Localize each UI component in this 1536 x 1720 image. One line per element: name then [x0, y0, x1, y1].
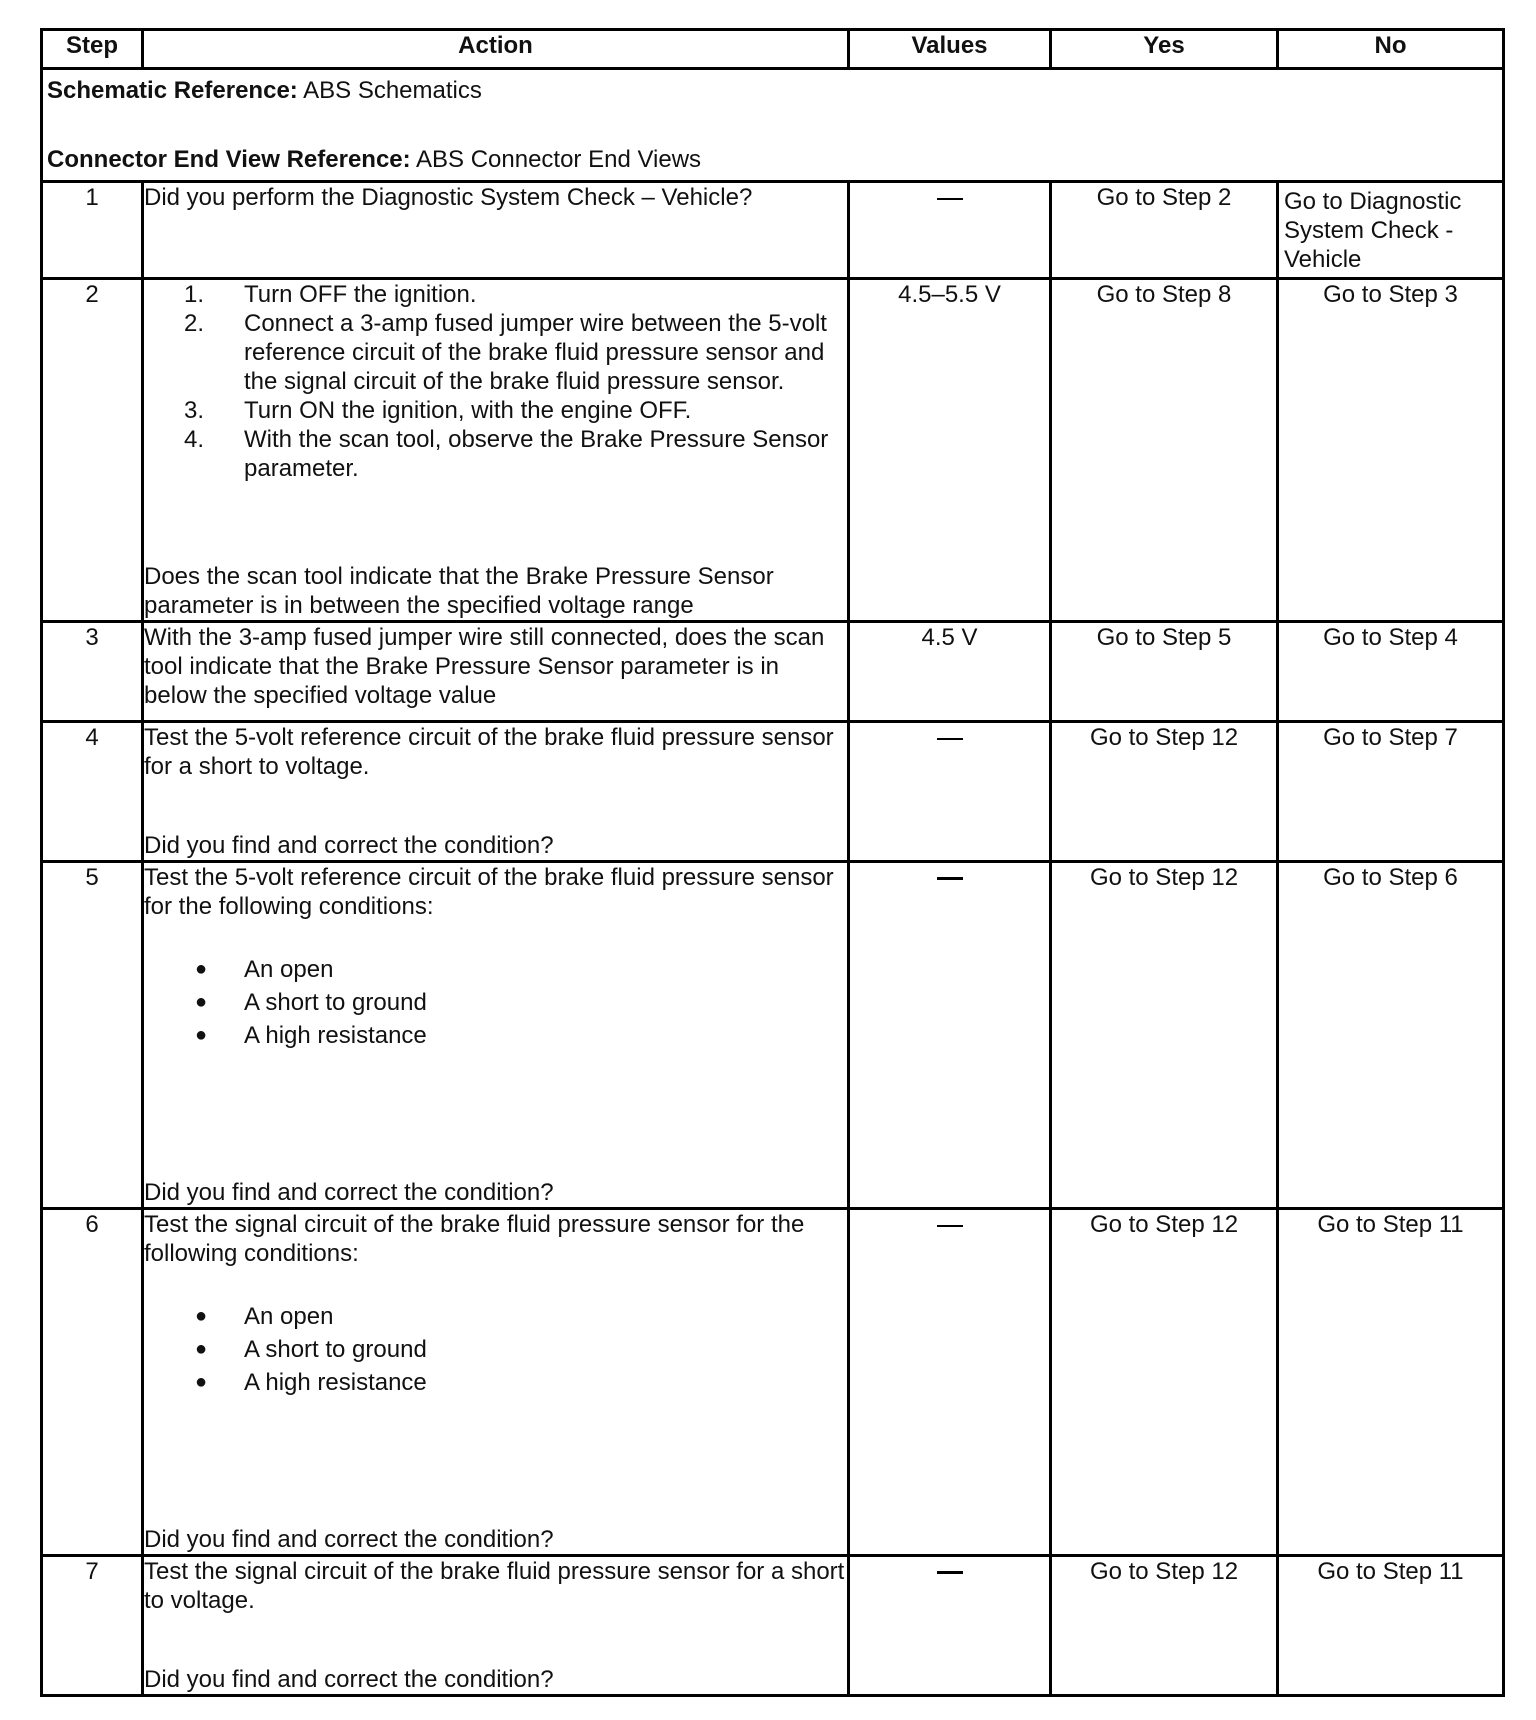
step-number: 2	[42, 279, 143, 622]
action-text: Test the signal circuit of the brake fluid pressure sensor for the following conditions:	[144, 1211, 805, 1267]
yes-cell: Go to Step 5	[1051, 622, 1278, 722]
yes-cell: Go to Step 12	[1051, 862, 1278, 1209]
header-row	[42, 30, 1504, 69]
step-number: 6	[42, 1209, 143, 1556]
header-yes: Yes	[1051, 30, 1278, 69]
reference-cell	[42, 69, 1504, 182]
table-row	[42, 722, 1504, 862]
values-cell	[849, 722, 1051, 862]
yes-cell: Go to Step 8	[1051, 279, 1278, 622]
no-cell: Go to Step 4	[1278, 622, 1504, 722]
substep-number: 4.	[183, 426, 204, 453]
values-cell	[849, 182, 1051, 279]
step-number: 3	[42, 622, 143, 722]
action-text: Test the 5-volt reference circuit of the brake fluid pressure sensor for a short to voltage.	[144, 724, 834, 780]
values-cell	[849, 1209, 1051, 1556]
list-item	[144, 1019, 847, 1052]
header-action: Action	[143, 30, 849, 69]
schematic-reference-value: ABS Schematics	[303, 77, 482, 104]
list-item	[144, 280, 847, 309]
bullet-text: A short to ground	[244, 1336, 427, 1363]
yes-cell: Go to Step 12	[1051, 1209, 1278, 1556]
bullet-text: A high resistance	[244, 1369, 427, 1396]
table-row	[42, 622, 1504, 722]
bullet-icon: ●	[195, 991, 208, 1013]
reference-row	[42, 69, 1504, 182]
substep-number: 3.	[183, 397, 204, 424]
values-cell: 4.5 V	[849, 622, 1051, 722]
no-cell: Go to Step 3	[1278, 279, 1504, 622]
table-row	[42, 862, 1504, 1209]
action-question: Did you find and correct the condition?	[144, 1666, 554, 1693]
substep-text: Connect a 3-amp fused jumper wire between the 5-volt reference circuit of the brake fluid pressure sensor and the signal circuit of the brake fluid pressure sensor.	[244, 310, 827, 395]
list-item	[144, 1366, 847, 1399]
action-text: Test the signal circuit of the brake fluid pressure sensor for a short to voltage.	[144, 1558, 845, 1614]
header-no: No	[1278, 30, 1504, 69]
bullet-text: A high resistance	[244, 1022, 427, 1049]
bullet-text: A short to ground	[244, 989, 427, 1016]
list-item	[144, 1300, 847, 1333]
action-text: With the 3-amp fused jumper wire still connected, does the scan tool indicate that the Brake Pressure Sensor parameter is in below the specified voltage value	[144, 624, 825, 709]
connector-reference-label: Connector End View Reference:	[47, 146, 411, 173]
action-cell	[143, 1556, 849, 1696]
substep-number: 2.	[183, 310, 204, 337]
substep-text: Turn OFF the ignition.	[244, 281, 477, 308]
no-cell: Go to Step 11	[1278, 1209, 1504, 1556]
substep-text: Turn ON the ignition, with the engine OFF.	[244, 397, 692, 424]
action-question: Did you find and correct the condition?	[144, 1526, 554, 1553]
bullet-icon: ●	[195, 1338, 208, 1360]
bullet-icon: ●	[195, 958, 208, 980]
em-dash	[937, 738, 963, 740]
action-cell	[143, 722, 849, 862]
substep-number: 1.	[183, 281, 204, 308]
step-number: 5	[42, 862, 143, 1209]
substep-list	[144, 280, 847, 483]
bullet-text: An open	[244, 956, 334, 983]
values-cell: 4.5–5.5 V	[849, 279, 1051, 622]
condition-list	[144, 953, 847, 1052]
header-values: Values	[849, 30, 1051, 69]
em-dash	[937, 1225, 963, 1227]
action-cell	[143, 862, 849, 1209]
bullet-icon: ●	[195, 1024, 208, 1046]
header-step: Step	[42, 30, 143, 69]
table-row	[42, 1556, 1504, 1696]
step-number: 7	[42, 1556, 143, 1696]
step-number: 1	[42, 182, 143, 279]
diagnostic-table	[40, 28, 1505, 1697]
no-cell: Go to Step 7	[1278, 722, 1504, 862]
step-number: 4	[42, 722, 143, 862]
bullet-icon: ●	[195, 1305, 208, 1327]
no-cell: Go to Step 11	[1278, 1556, 1504, 1696]
no-cell: Go to Diagnostic System Check - Vehicle	[1278, 182, 1504, 279]
schematic-reference	[47, 76, 1496, 105]
em-dash	[937, 877, 963, 880]
action-text: Test the 5-volt reference circuit of the brake fluid pressure sensor for the following conditions:	[144, 864, 834, 920]
action-cell	[143, 279, 849, 622]
action-question: Does the scan tool indicate that the Brake Pressure Sensor parameter is in between the specified voltage range	[144, 563, 774, 619]
table-row	[42, 182, 1504, 279]
action-cell	[143, 1209, 849, 1556]
list-item	[144, 953, 847, 986]
values-cell	[849, 1556, 1051, 1696]
yes-cell: Go to Step 12	[1051, 1556, 1278, 1696]
table-row	[42, 1209, 1504, 1556]
action-cell	[143, 182, 849, 279]
bullet-text: An open	[244, 1303, 334, 1330]
action-question: Did you find and correct the condition?	[144, 1179, 554, 1206]
action-cell	[143, 622, 849, 722]
list-item	[144, 309, 847, 396]
schematic-reference-label: Schematic Reference:	[47, 77, 298, 104]
list-item	[144, 1333, 847, 1366]
bullet-icon: ●	[195, 1371, 208, 1393]
action-text: Did you perform the Diagnostic System Check – Vehicle?	[144, 184, 753, 211]
action-question: Did you find and correct the condition?	[144, 832, 554, 859]
table-row	[42, 279, 1504, 622]
list-item	[144, 986, 847, 1019]
yes-cell: Go to Step 2	[1051, 182, 1278, 279]
list-item	[144, 396, 847, 425]
yes-cell: Go to Step 12	[1051, 722, 1278, 862]
condition-list	[144, 1300, 847, 1399]
connector-reference	[47, 145, 1496, 174]
em-dash	[937, 1571, 963, 1574]
list-item	[144, 425, 847, 483]
em-dash	[937, 198, 963, 200]
values-cell	[849, 862, 1051, 1209]
no-cell: Go to Step 6	[1278, 862, 1504, 1209]
substep-text: With the scan tool, observe the Brake Pressure Sensor parameter.	[244, 426, 829, 482]
connector-reference-value: ABS Connector End Views	[416, 146, 702, 173]
